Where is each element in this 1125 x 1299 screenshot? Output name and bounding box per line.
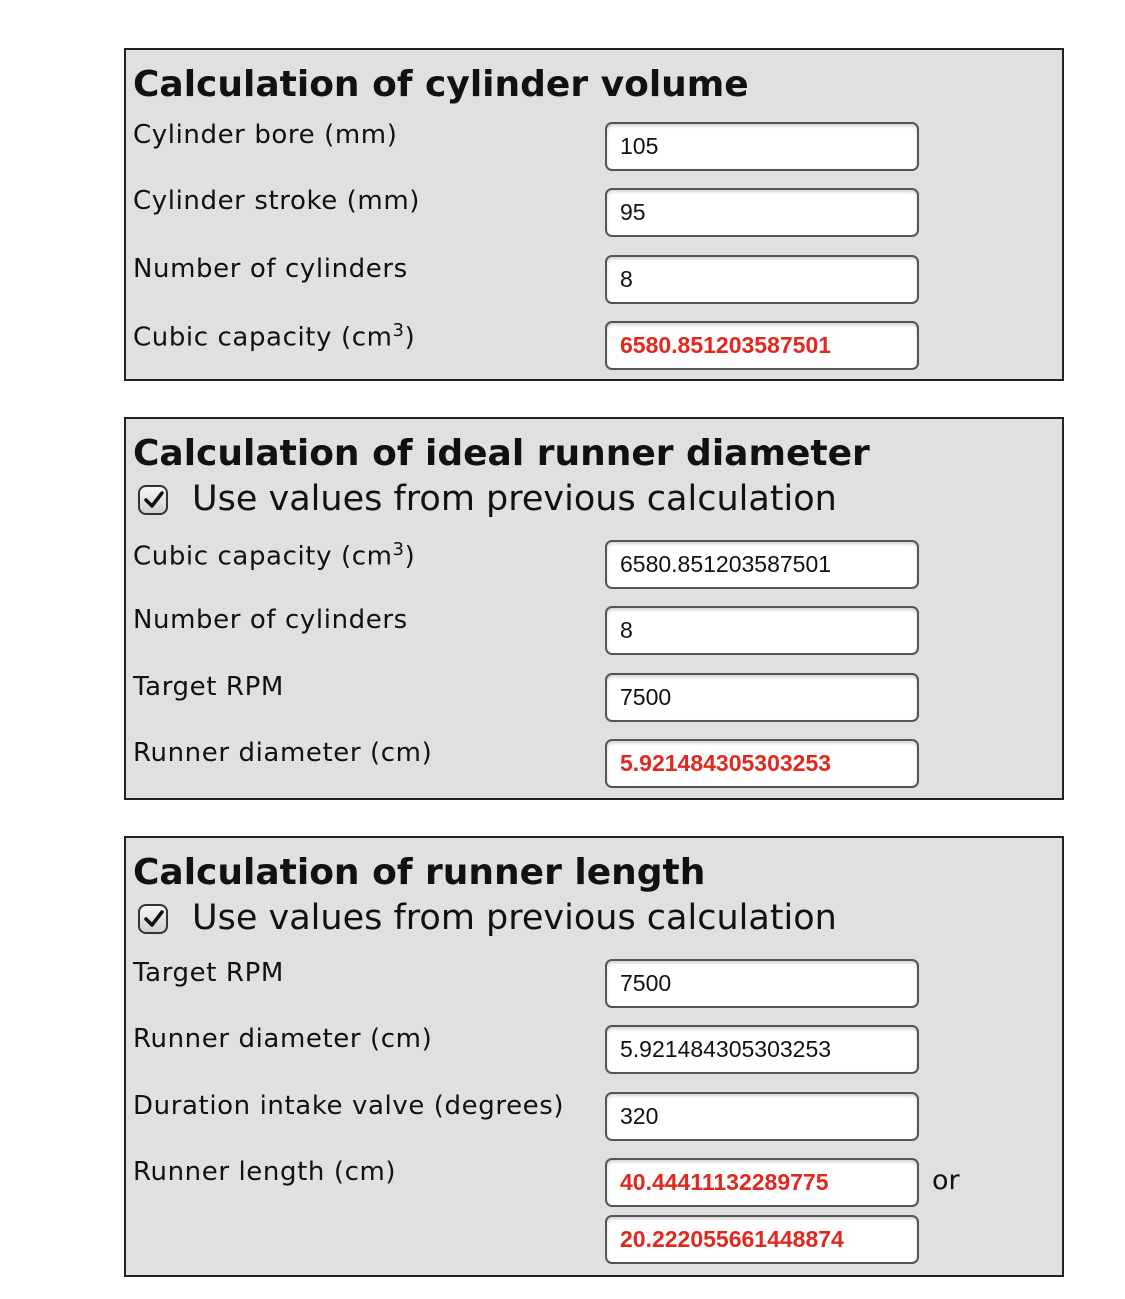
duration-intake-valve-label: Duration intake valve (degrees) <box>133 1091 565 1121</box>
target-rpm-input-2[interactable] <box>605 959 919 1008</box>
cubic-capacity-label-2 <box>133 539 415 572</box>
cubic-capacity-label-2-text: Cubic capacity (cm <box>133 541 393 572</box>
cubic-capacity-label-suffix: ) <box>404 322 416 353</box>
duration-intake-valve-input[interactable] <box>605 1092 919 1141</box>
runner-diameter-title: Calculation of ideal runner diameter <box>133 433 870 474</box>
cylinder-stroke-input[interactable] <box>605 188 919 237</box>
cylinder-stroke-label: Cylinder stroke (mm) <box>133 186 421 216</box>
use-previous-values-checkbox-diameter[interactable] <box>138 485 168 515</box>
runner-length-label: Runner length (cm) <box>133 1157 397 1187</box>
runner-length-panel <box>124 836 1064 1277</box>
number-of-cylinders-label: Number of cylinders <box>133 254 408 284</box>
or-label: or <box>932 1165 960 1196</box>
checkmark-icon <box>143 489 165 511</box>
cylinder-bore-label: Cylinder bore (mm) <box>133 120 398 150</box>
cubic-capacity-input-2[interactable] <box>605 540 919 589</box>
use-previous-values-label-length: Use values from previous calculation <box>192 898 837 938</box>
checkmark-icon <box>143 908 165 930</box>
number-of-cylinders-input-2[interactable] <box>605 606 919 655</box>
runner-diameter-label: Runner diameter (cm) <box>133 738 433 768</box>
cylinder-volume-title: Calculation of cylinder volume <box>133 64 749 105</box>
cubic-capacity-label-sup: 3 <box>392 320 405 341</box>
target-rpm-label-2: Target RPM <box>133 958 284 988</box>
runner-length-result-1[interactable] <box>605 1158 919 1207</box>
cubic-capacity-label-2-sup: 3 <box>392 539 405 560</box>
runner-diameter-label-2: Runner diameter (cm) <box>133 1024 433 1054</box>
cubic-capacity-label <box>133 320 415 353</box>
cubic-capacity-label-2-suffix: ) <box>404 541 416 572</box>
number-of-cylinders-input[interactable] <box>605 255 919 304</box>
use-previous-values-label-diameter: Use values from previous calculation <box>192 479 837 519</box>
cylinder-volume-panel <box>124 48 1064 381</box>
cylinder-bore-input[interactable] <box>605 122 919 171</box>
use-previous-values-checkbox-length[interactable] <box>138 904 168 934</box>
runner-diameter-panel <box>124 417 1064 800</box>
target-rpm-input[interactable] <box>605 673 919 722</box>
target-rpm-label: Target RPM <box>133 672 284 702</box>
runner-diameter-result[interactable] <box>605 739 919 788</box>
number-of-cylinders-label-2: Number of cylinders <box>133 605 408 635</box>
runner-length-result-2[interactable] <box>605 1215 919 1264</box>
cubic-capacity-result[interactable] <box>605 321 919 370</box>
cubic-capacity-label-text: Cubic capacity (cm <box>133 322 393 353</box>
runner-diameter-input-2[interactable] <box>605 1025 919 1074</box>
runner-length-title: Calculation of runner length <box>133 852 706 893</box>
